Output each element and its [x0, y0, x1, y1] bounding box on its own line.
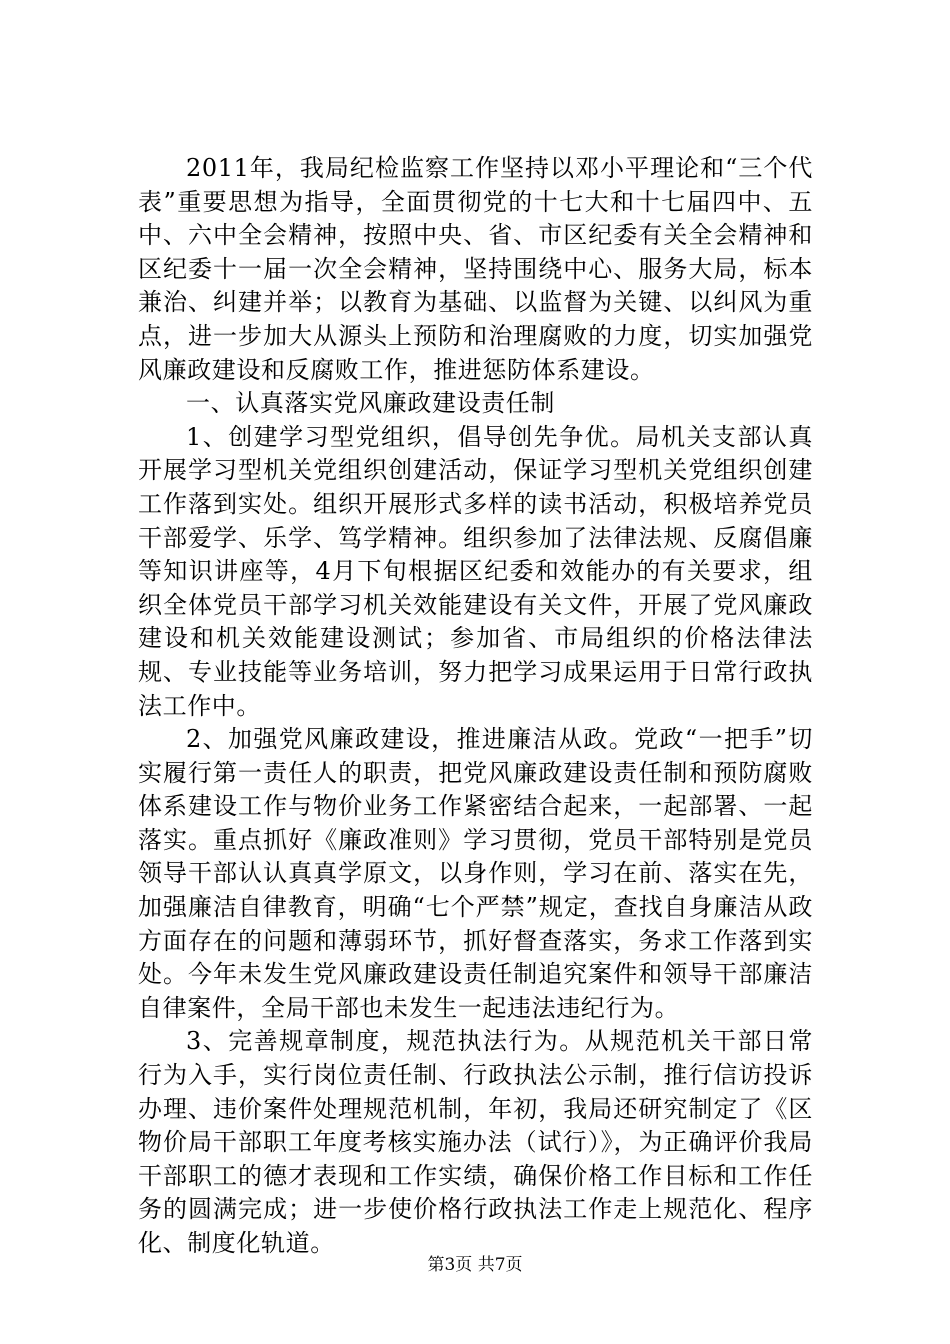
intro-paragraph: 2011年，我局纪检监察工作坚持以邓小平理论和“三个代表”重要思想为指导，全面贯彻党的十七大和十七届四中、五中、六中全会精神，按照中央、省、市区纪委有关全会精神和区纪委十一届一次全会精神，坚持围绕中心、服务大局，标本兼治、纠建并举；以教育为基础、以监督为关键、以纠风为重点，进一步加大从源头上预防和治理腐败的力度，切实加强党风廉政建设和反腐败工作，推进惩防体系建设。 — [138, 154, 813, 384]
section-heading: 一、认真落实党风廉政建设责任制 — [186, 389, 555, 418]
page-footer: 第3页 共7页 — [427, 1255, 523, 1275]
item-2-paragraph: 2、加强党风廉政建设，推进廉洁从政。党政“一把手”切实履行第一责任人的职责，把党风廉政建设责任制和预防腐败体系建设工作与物价业务工作紧密结合起来，一起部署、一起落实。重点抓好《廉政准则》学习贯彻，党员干部特别是党员领导干部认认真真学原文，以身作则，学习在前、落实在先，加强廉洁自律教育，明确“七个严禁”规定，查找自身廉洁从政方面存在的问题和薄弱环节，抓好督查落实，务求工作落到实处。今年未发生党风廉政建设责任制追究案件和领导干部廉洁自律案件，全局干部也未发生一起违法违纪行为。 — [138, 725, 813, 1022]
item-3-paragraph: 3、完善规章制度，规范执法行为。从规范机关干部日常行为入手，实行岗位责任制、行政执法公示制，推行信访投诉办理、违价案件处理规范机制，年初，我局还研究制定了《区物价局干部职工年度考核实施办法（试行）》，为正确评价我局干部职工的德才表现和工作实绩，确保价格工作目标和工作任务的圆满完成；进一步使价格行政执法工作走上规范化、程序化、制度化轨道。 — [138, 1027, 813, 1257]
item-1-paragraph: 1、创建学习型党组织，倡导创先争优。局机关支部认真开展学习型机关党组织创建活动，保证学习型机关党组织创建工作落到实处。组织开展形式多样的读书活动，积极培养党员干部爱学、乐学、笃学精神。组织参加了法律法规、反腐倡廉等知识讲座等，4月下旬根据区纪委和效能办的有关要求，组织全体党员干部学习机关效能建设有关文件，开展了党风廉政建设和机关效能建设测试；参加省、市局组织的价格法律法规、专业技能等业务培训，努力把学习成果运用于日常行政执法工作中。 — [138, 422, 813, 720]
document-body — [138, 152, 813, 1261]
